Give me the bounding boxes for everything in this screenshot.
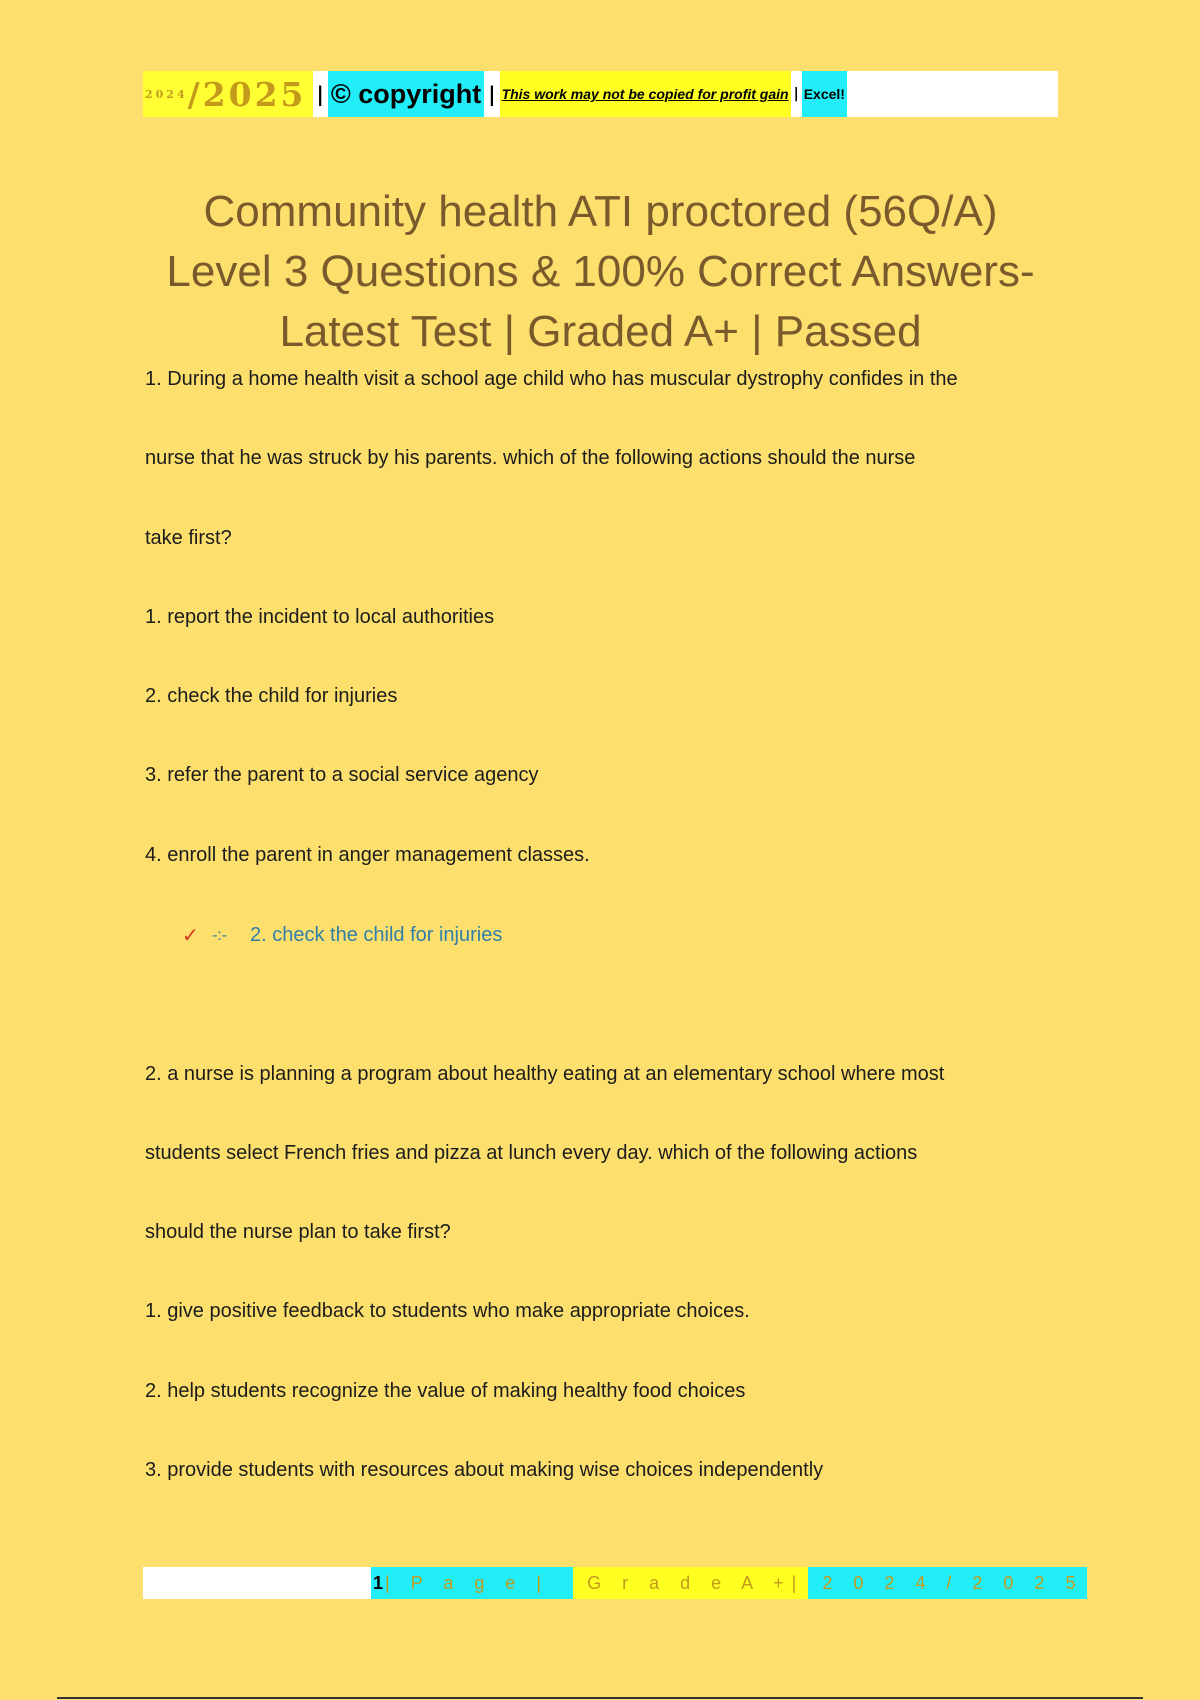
document-title (143, 182, 1058, 362)
question-1-stem-line-3: take first? (145, 527, 232, 549)
footer-content (371, 1567, 1087, 1599)
question-2-stem-line-3: should the nurse plan to take first? (145, 1221, 451, 1243)
question-1-stem-line-1: 1. During a home health visit a school age child who has muscular dystrophy confides in the (145, 368, 958, 390)
header-copyright: © copyright (328, 71, 484, 117)
question-2-stem-line-1: 2. a nurse is planning a program about healthy eating at an elementary school where most (145, 1063, 945, 1085)
answer-separator: -:- (212, 926, 228, 944)
header-year-big: /2025 (187, 74, 307, 114)
bottom-rule (57, 1697, 1143, 1699)
footer-page-label: | P a g e | (385, 1567, 573, 1599)
footer-grade (573, 1567, 808, 1599)
question-2-option-1: 1. give positive feedback to students who make appropriate choices. (145, 1300, 750, 1322)
answer-text: 2. check the child for injuries (250, 924, 503, 946)
question-2-option-3: 3. provide students with resources about making wise choices independently (145, 1459, 824, 1481)
question-1-option-1: 1. report the incident to local authorities (145, 606, 495, 628)
header-year (143, 71, 313, 117)
header-separator: | (488, 82, 496, 106)
question-1-answer (182, 923, 502, 948)
header-excel: Excel! (802, 71, 847, 117)
question-1-option-2: 2. check the child for injuries (145, 685, 398, 707)
footer-year: 2 0 2 4 / 2 0 2 5 (808, 1567, 1087, 1599)
question-1-option-4: 4. enroll the parent in anger management classes. (145, 844, 590, 866)
header-separator: | (316, 82, 324, 106)
question-1-stem-line-2: nurse that he was struck by his parents. which of the following actions should the nurse (145, 447, 916, 469)
page-footer (143, 1567, 1084, 1599)
question-1-option-3: 3. refer the parent to a social service agency (145, 764, 539, 786)
title-line-3: Latest Test | Graded A+ | Passed (279, 307, 922, 356)
title-line-1: Community health ATI proctored (56Q/A) (203, 187, 998, 236)
footer-grade-text: G r a d e A + (587, 1572, 792, 1593)
copyright-header (143, 71, 1058, 117)
question-2-option-2: 2. help students recognize the value of making healthy food choices (145, 1380, 746, 1402)
footer-separator: | (791, 1572, 805, 1593)
check-icon: ✓ (182, 925, 199, 947)
question-2-stem-line-2: students select French fries and pizza at lunch every day. which of the following actions (145, 1142, 918, 1164)
footer-page-number: 1 (371, 1567, 385, 1599)
header-year-small: 2024 (145, 87, 188, 101)
title-line-2: Level 3 Questions & 100% Correct Answers- (166, 247, 1035, 296)
header-separator: | (793, 86, 799, 102)
header-notice: This work may not be copied for profit gain (500, 71, 791, 117)
